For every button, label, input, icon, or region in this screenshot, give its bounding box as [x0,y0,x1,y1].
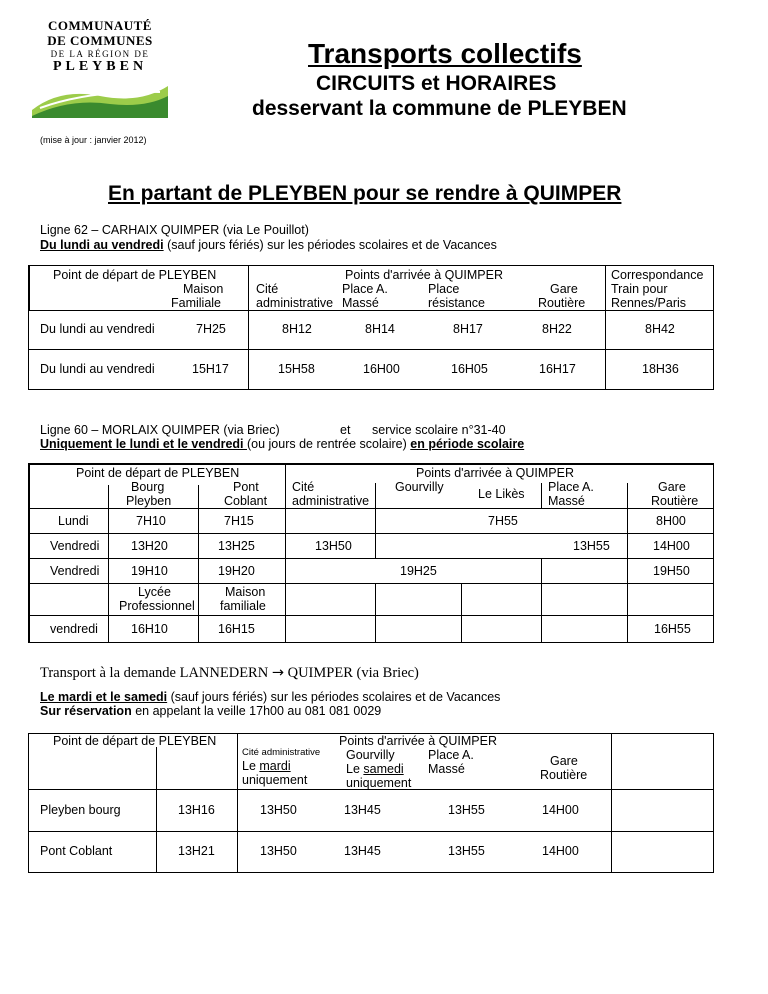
t3-h-place2: Massé [428,762,465,776]
t1-h-familiale: Familiale [171,296,222,310]
t1-r2-c3: 16H00 [363,362,400,376]
t3-r1-b: 13H50 [260,803,297,817]
t2-r5-day: vendredi [50,622,98,636]
t1-h-cite2: administrative [256,296,334,310]
table-2 [28,463,714,643]
t1-h-place2: Massé [342,296,379,310]
t1-r2-c4: 16H05 [451,362,488,376]
t1-h-res1: Place [428,282,460,296]
t3-r2-e: 14H00 [542,844,579,858]
t1-r2-day: Du lundi au vendredi [40,362,155,376]
t3-r1-name: Pleyben bourg [40,803,121,817]
t1-r2-c5: 16H17 [539,362,576,376]
t1-r1-c3: 8H14 [365,322,395,336]
t1-period-rest: (sauf jours fériés) sur les périodes scolaires et de Vacances [163,238,497,252]
t1-h-gare2: Routière [538,296,586,310]
table-3 [28,733,714,873]
t2-r5-c: 16H55 [654,622,691,636]
t2-h-bourg2: Pleyben [126,494,172,508]
t2-h-pont2: Coblant [224,494,268,508]
t2-r3-day: Vendredi [50,564,100,578]
t2-r2-d: 13H55 [573,539,610,553]
t2-line-b: et [340,423,351,437]
t2-r5-a: 16H10 [131,622,168,636]
t3-period-rest: (sauf jours fériés) sur les périodes scolaires et de Vacances [167,690,501,704]
t1-line-text: Ligne 62 – CARHAIX QUIMPER (via Le Pouillot) [40,223,309,237]
t3-h-mardi-line [242,759,291,773]
t2-r1-b: 7H15 [224,514,254,528]
logo-line-1: COMMUNAUTÉ [48,18,152,33]
t1-r1-c1: 7H25 [196,322,226,336]
t2-r4-maison1: Maison [225,585,266,599]
t3-h-samedi-line [346,762,404,776]
t2-h-arrivee: Points d'arrivée à QUIMPER [416,466,574,480]
t1-r1-c2: 8H12 [282,322,312,336]
t2-r2-c: 13H50 [315,539,352,553]
t2-r3-a: 19H10 [131,564,168,578]
t1-h-cite1: Cité [256,282,279,296]
section-title: En partant de PLEYBEN pour se rendre à QUIMPER [108,182,622,205]
t3-r1-d: 13H55 [448,803,485,817]
t1-h-maison: Maison [183,282,224,296]
t2-r5-b: 16H15 [218,622,255,636]
table-1 [28,265,714,390]
t3-line-a: Transport à la demande LANNEDERN [40,665,272,681]
t2-h-bourg1: Bourg [131,480,165,494]
page-title: Transports collectifs [308,38,582,69]
arrow-right-icon: → [271,665,284,681]
t1-period-bold: Du lundi au vendredi [40,238,164,252]
t2-h-place2: Massé [548,494,585,508]
t3-line-b: QUIMPER (via Briec) [283,665,419,681]
t2-r2-a: 13H20 [131,539,168,553]
t2-h-cite2: administrative [292,494,370,508]
t3-h-gare2: Routière [540,768,588,782]
t3-h-place1: Place A. [428,748,474,762]
logo-line-4: PLEYBEN [52,59,148,74]
t3-h-gourvilly: Gourvilly [346,748,395,762]
t3-r2-name: Pont Coblant [40,844,113,858]
t1-r2-c2: 15H58 [278,362,315,376]
t3-h-uniq2: uniquement [346,776,412,790]
t3-h-le2: Le [346,762,364,776]
t3-r1-e: 14H00 [542,803,579,817]
t2-r4-maison2: familiale [220,599,266,613]
t3-resa [40,704,381,718]
t1-line [40,223,309,237]
subtitle-1: CIRCUITS et HORAIRES [316,72,557,95]
t3-r2-b: 13H50 [260,844,297,858]
t1-h-gare1: Gare [550,282,578,296]
t2-r4-lycee1: Lycée [138,585,171,599]
t2-line [40,423,506,437]
t2-r1-a: 7H10 [136,514,166,528]
t2-r2-b: 13H25 [218,539,255,553]
t2-line-c: service scolaire n°31-40 [372,423,506,437]
t2-r3-d: 19H50 [653,564,690,578]
t1-r1-c4: 8H17 [453,322,483,336]
t3-h-samedi: samedi [363,762,404,776]
t1-h-res2: résistance [428,296,485,310]
t3-h-uniq: uniquement [242,773,308,787]
t3-h-gare1: Gare [550,754,578,768]
t1-r2-c6: 18H36 [642,362,679,376]
t1-h-arrivee: Points d'arrivée à QUIMPER [345,268,503,282]
logo-line-3: DE LA RÉGION DE [50,49,150,59]
t3-h-arrivee: Points d'arrivée à QUIMPER [339,734,497,748]
t3-period [40,690,500,704]
t2-h-pont1: Pont [233,480,259,494]
logo [30,18,170,118]
t2-line-a: Ligne 60 – MORLAIX QUIMPER (via Briec) [40,423,280,437]
t1-h-corr2: Train pour [611,282,668,296]
t1-r1-c6: 8H42 [645,322,675,336]
t1-r1-c5: 8H22 [542,322,572,336]
t2-h-gourvilly: Gourvilly [395,480,444,494]
t3-resa-rest: en appelant la veille 17h00 au 081 081 0029 [131,704,382,718]
t1-h-corr3: Rennes/Paris [611,296,687,310]
t2-period [40,437,524,451]
t3-h-mardi: mardi [259,759,291,773]
t2-period-mid: (ou jours de rentrée scolaire) [246,437,411,451]
t2-r3-c: 19H25 [400,564,437,578]
t3-r2-d: 13H55 [448,844,485,858]
t2-h-place1: Place A. [548,480,594,494]
t2-r1-day: Lundi [58,514,89,528]
t2-h-gare2: Routière [651,494,699,508]
t1-period [40,238,497,252]
t3-r2-a: 13H21 [178,844,215,858]
t3-h-le: Le [242,759,260,773]
t1-h-place1: Place A. [342,282,388,296]
t3-r2-c: 13H45 [344,844,381,858]
t2-r1-d: 8H00 [656,514,686,528]
update-note: (mise à jour : janvier 2012) [40,135,147,145]
t3-line [40,665,419,682]
t1-r2-c1: 15H17 [192,362,229,376]
t3-period-bold: Le mardi et le samedi [40,690,168,704]
t3-h-cite: Cité administrative [242,747,321,758]
t2-period-bold: Uniquement le lundi et le vendredi [40,437,247,451]
t3-r1-c: 13H45 [344,803,381,817]
t2-r2-e: 14H00 [653,539,690,553]
logo-landscape-icon [30,78,170,118]
t2-r1-c: 7H55 [488,514,518,528]
t2-r3-b: 19H20 [218,564,255,578]
t3-resa-bold: Sur réservation [40,704,132,718]
t2-r4-lycee2: Professionnel [119,599,195,613]
t3-h-depart: Point de départ de PLEYBEN [53,734,217,748]
t2-r2-day: Vendredi [50,539,100,553]
t3-r1-a: 13H16 [178,803,215,817]
t1-h-depart: Point de départ de PLEYBEN [53,268,217,282]
t2-h-depart: Point de départ de PLEYBEN [76,466,240,480]
t1-r1-day: Du lundi au vendredi [40,322,155,336]
t2-period-bold-2: en période scolaire [410,437,525,451]
t2-h-likes: Le Likès [478,487,525,501]
subtitle-2: desservant la commune de PLEYBEN [252,97,627,120]
t1-h-corr1: Correspondance [611,268,704,282]
t2-h-cite1: Cité [292,480,315,494]
t2-h-gare1: Gare [658,480,686,494]
logo-line-2: DE COMMUNES [47,33,153,48]
